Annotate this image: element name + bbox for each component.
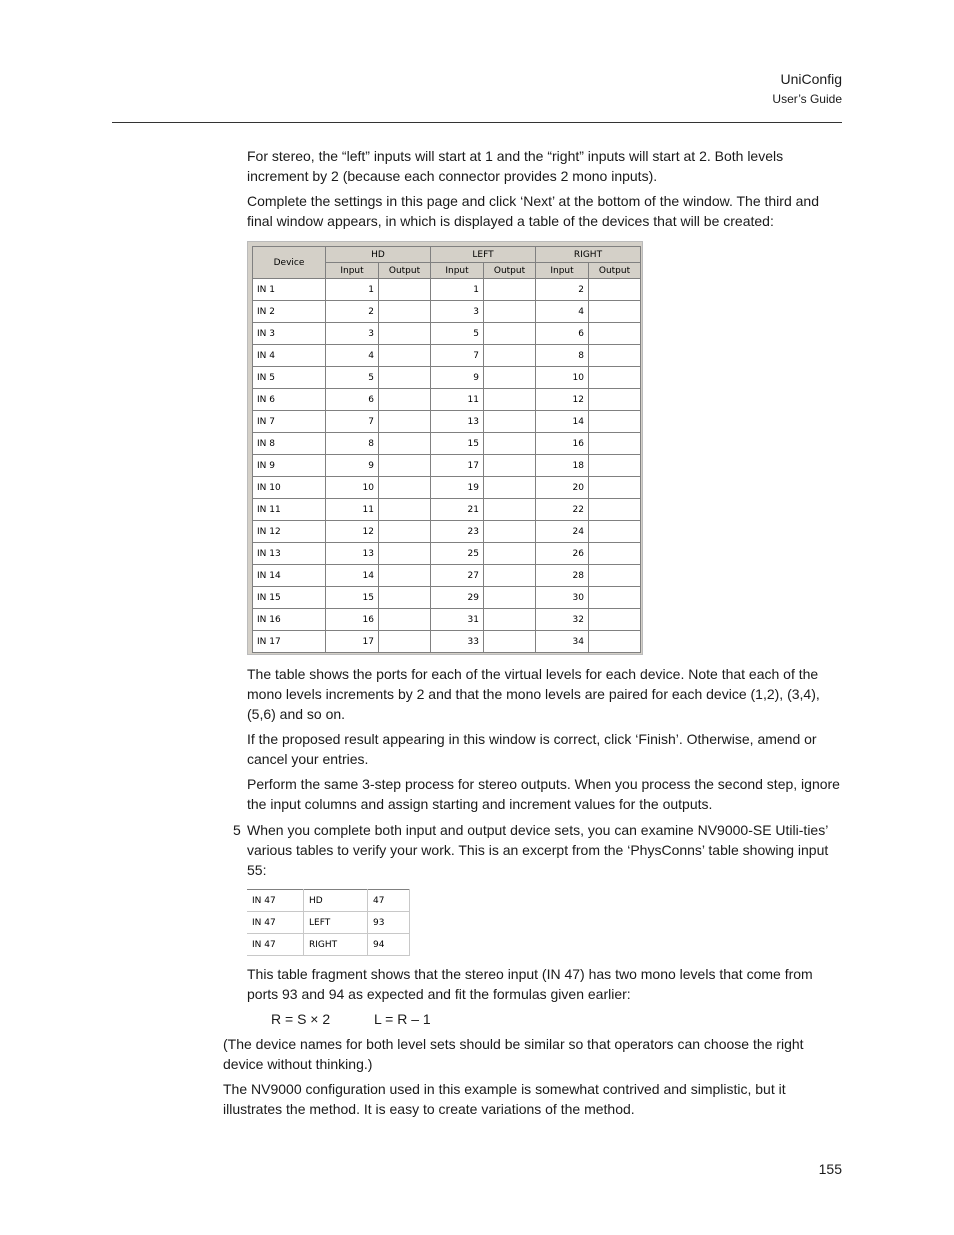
right-output-cell bbox=[589, 587, 641, 609]
left-input-cell: 27 bbox=[431, 565, 484, 587]
right-output-cell bbox=[589, 301, 641, 323]
right-input-cell: 30 bbox=[536, 587, 589, 609]
right-input-cell: 16 bbox=[536, 433, 589, 455]
left-input-cell: 29 bbox=[431, 587, 484, 609]
hd-input-cell: 15 bbox=[326, 587, 379, 609]
right-input-cell: 18 bbox=[536, 455, 589, 477]
level-header-right: RIGHT bbox=[536, 247, 641, 263]
left-output-cell bbox=[484, 609, 536, 631]
paragraph-stereo-outputs: Perform the same 3-step process for stereo outputs. When you process the second step, ignore the input columns and assign starting and increment values for the outputs. bbox=[247, 776, 840, 812]
right-output-cell bbox=[589, 455, 641, 477]
device-name-cell: IN 2 bbox=[253, 301, 326, 323]
right-input-cell: 10 bbox=[536, 367, 589, 389]
left-input-cell: 17 bbox=[431, 455, 484, 477]
right-output-cell bbox=[589, 521, 641, 543]
left-output-cell bbox=[484, 631, 536, 653]
paragraph-finish-instruction: If the proposed result appearing in this window is correct, click ‘Finish’. Otherwise, amend or cancel your entries. bbox=[247, 731, 817, 767]
left-input-cell: 9 bbox=[431, 367, 484, 389]
right-output-cell bbox=[589, 609, 641, 631]
device-name-cell: IN 4 bbox=[253, 345, 326, 367]
port-cell: 47 bbox=[368, 890, 410, 912]
hd-input-cell: 11 bbox=[326, 499, 379, 521]
left-output-cell bbox=[484, 587, 536, 609]
left-output-cell bbox=[484, 565, 536, 587]
hd-output-cell bbox=[379, 565, 431, 587]
left-input-cell: 7 bbox=[431, 345, 484, 367]
left-output-cell bbox=[484, 411, 536, 433]
running-header-title: UniConfig bbox=[780, 71, 842, 87]
right-input-cell: 14 bbox=[536, 411, 589, 433]
right-output-cell bbox=[589, 389, 641, 411]
hd-output-cell bbox=[379, 477, 431, 499]
paragraph-table-explanation: The table shows the ports for each of the virtual levels for each device. Note that each of the mono levels increments by 2 and that the mono levels are paired for each device (1,2), (3,4), (5,6) and so on. bbox=[247, 666, 820, 722]
right-output-cell bbox=[589, 433, 641, 455]
level-name-cell: RIGHT bbox=[304, 934, 368, 956]
left-input-cell: 1 bbox=[431, 279, 484, 301]
left-input-cell: 31 bbox=[431, 609, 484, 631]
right-input-cell: 2 bbox=[536, 279, 589, 301]
right-output-cell bbox=[589, 279, 641, 301]
subheader-left-input: Input bbox=[431, 263, 484, 279]
level-header-hd: HD bbox=[326, 247, 431, 263]
right-input-cell: 8 bbox=[536, 345, 589, 367]
device-table-row bbox=[253, 345, 641, 367]
device-name-cell: IN 16 bbox=[253, 609, 326, 631]
left-output-cell bbox=[484, 279, 536, 301]
device-table-row bbox=[253, 433, 641, 455]
step-number: 5 bbox=[233, 822, 241, 838]
device-table-screenshot bbox=[247, 241, 643, 655]
device-name-cell: IN 5 bbox=[253, 367, 326, 389]
hd-input-cell: 6 bbox=[326, 389, 379, 411]
left-output-cell bbox=[484, 389, 536, 411]
hd-input-cell: 13 bbox=[326, 543, 379, 565]
paragraph-step-5: When you complete both input and output device sets, you can examine NV9000-SE Utili-ties’ various tables to verify your work. This is an excerpt from the ‘PhysConns’ table showing input 55: bbox=[247, 822, 829, 878]
hd-output-cell bbox=[379, 521, 431, 543]
device-table-row bbox=[253, 389, 641, 411]
level-name-cell: HD bbox=[304, 890, 368, 912]
left-input-cell: 11 bbox=[431, 389, 484, 411]
right-output-cell bbox=[589, 565, 641, 587]
excerpt-row bbox=[247, 890, 410, 912]
device-name-cell: IN 12 bbox=[253, 521, 326, 543]
right-input-cell: 24 bbox=[536, 521, 589, 543]
right-input-cell: 4 bbox=[536, 301, 589, 323]
device-name-cell: IN 9 bbox=[253, 455, 326, 477]
running-header-subtitle: User’s Guide bbox=[772, 92, 842, 106]
formula-r: R = S × 2 bbox=[271, 1011, 331, 1027]
right-input-cell: 28 bbox=[536, 565, 589, 587]
header-divider bbox=[112, 122, 842, 123]
device-table-row bbox=[253, 521, 641, 543]
device-name-cell: IN 47 bbox=[247, 912, 304, 934]
device-table-row bbox=[253, 477, 641, 499]
right-output-cell bbox=[589, 367, 641, 389]
right-output-cell bbox=[589, 499, 641, 521]
port-cell: 94 bbox=[368, 934, 410, 956]
left-output-cell bbox=[484, 543, 536, 565]
paragraph-fragment-explanation: This table fragment shows that the stereo input (IN 47) has two mono levels that come from ports 93 and 94 as expected and fit the formulas given earlier: bbox=[247, 966, 813, 1002]
level-name-cell: LEFT bbox=[304, 912, 368, 934]
device-table-row bbox=[253, 631, 641, 653]
paragraph-device-names: (The device names for both level sets should be similar so that operators can choose the right device without thinking.) bbox=[223, 1036, 804, 1072]
subheader-left-output: Output bbox=[484, 263, 536, 279]
device-table-row bbox=[253, 565, 641, 587]
excerpt-row bbox=[247, 912, 410, 934]
right-input-cell: 12 bbox=[536, 389, 589, 411]
right-input-cell: 22 bbox=[536, 499, 589, 521]
left-output-cell bbox=[484, 323, 536, 345]
device-column-header: Device bbox=[253, 247, 326, 279]
formula-l: L = R – 1 bbox=[374, 1011, 431, 1027]
hd-output-cell bbox=[379, 631, 431, 653]
left-input-cell: 21 bbox=[431, 499, 484, 521]
device-table bbox=[252, 246, 641, 653]
device-name-cell: IN 7 bbox=[253, 411, 326, 433]
hd-output-cell bbox=[379, 433, 431, 455]
right-output-cell bbox=[589, 543, 641, 565]
device-name-cell: IN 8 bbox=[253, 433, 326, 455]
level-header-left: LEFT bbox=[431, 247, 536, 263]
hd-output-cell bbox=[379, 455, 431, 477]
device-name-cell: IN 3 bbox=[253, 323, 326, 345]
right-input-cell: 6 bbox=[536, 323, 589, 345]
page-number: 155 bbox=[818, 1161, 842, 1177]
left-input-cell: 19 bbox=[431, 477, 484, 499]
device-table-row bbox=[253, 411, 641, 433]
device-table-row bbox=[253, 279, 641, 301]
hd-output-cell bbox=[379, 499, 431, 521]
device-table-row bbox=[253, 367, 641, 389]
left-input-cell: 25 bbox=[431, 543, 484, 565]
right-output-cell bbox=[589, 323, 641, 345]
device-name-cell: IN 47 bbox=[247, 934, 304, 956]
hd-input-cell: 8 bbox=[326, 433, 379, 455]
hd-output-cell bbox=[379, 367, 431, 389]
device-name-cell: IN 11 bbox=[253, 499, 326, 521]
right-output-cell bbox=[589, 631, 641, 653]
device-name-cell: IN 15 bbox=[253, 587, 326, 609]
hd-input-cell: 2 bbox=[326, 301, 379, 323]
hd-input-cell: 16 bbox=[326, 609, 379, 631]
subheader-hd-input: Input bbox=[326, 263, 379, 279]
hd-input-cell: 10 bbox=[326, 477, 379, 499]
excerpt-row bbox=[247, 934, 410, 956]
hd-input-cell: 3 bbox=[326, 323, 379, 345]
hd-output-cell bbox=[379, 279, 431, 301]
device-table-row bbox=[253, 587, 641, 609]
left-input-cell: 5 bbox=[431, 323, 484, 345]
subheader-right-output: Output bbox=[589, 263, 641, 279]
physconns-excerpt-table bbox=[247, 889, 410, 956]
hd-input-cell: 17 bbox=[326, 631, 379, 653]
left-input-cell: 3 bbox=[431, 301, 484, 323]
device-table-row bbox=[253, 499, 641, 521]
left-input-cell: 23 bbox=[431, 521, 484, 543]
device-name-cell: IN 14 bbox=[253, 565, 326, 587]
right-output-cell bbox=[589, 345, 641, 367]
hd-input-cell: 5 bbox=[326, 367, 379, 389]
device-name-cell: IN 47 bbox=[247, 890, 304, 912]
left-output-cell bbox=[484, 477, 536, 499]
right-output-cell bbox=[589, 477, 641, 499]
right-input-cell: 32 bbox=[536, 609, 589, 631]
hd-output-cell bbox=[379, 345, 431, 367]
right-output-cell bbox=[589, 411, 641, 433]
paragraph-complete-settings: Complete the settings in this page and click ‘Next’ at the bottom of the window. The third and final window appears, in which is displayed a table of the devices that will be created: bbox=[247, 193, 819, 229]
left-output-cell bbox=[484, 345, 536, 367]
hd-input-cell: 14 bbox=[326, 565, 379, 587]
left-output-cell bbox=[484, 301, 536, 323]
paragraph-stereo-start: For stereo, the “left” inputs will start at 1 and the “right” inputs will start at 2. Both levels increment by 2 (because each connector provides 2 mono inputs). bbox=[247, 148, 784, 184]
left-output-cell bbox=[484, 499, 536, 521]
hd-input-cell: 12 bbox=[326, 521, 379, 543]
hd-output-cell bbox=[379, 587, 431, 609]
right-input-cell: 26 bbox=[536, 543, 589, 565]
hd-input-cell: 1 bbox=[326, 279, 379, 301]
hd-input-cell: 7 bbox=[326, 411, 379, 433]
hd-output-cell bbox=[379, 543, 431, 565]
right-input-cell: 34 bbox=[536, 631, 589, 653]
paragraph-conclusion: The NV9000 configuration used in this example is somewhat contrived and simplistic, but it illustrates the method. It is easy to create variations of the method. bbox=[223, 1081, 786, 1117]
hd-output-cell bbox=[379, 411, 431, 433]
hd-output-cell bbox=[379, 301, 431, 323]
device-name-cell: IN 17 bbox=[253, 631, 326, 653]
device-name-cell: IN 1 bbox=[253, 279, 326, 301]
left-input-cell: 15 bbox=[431, 433, 484, 455]
left-output-cell bbox=[484, 433, 536, 455]
device-table-row bbox=[253, 455, 641, 477]
device-table-row bbox=[253, 609, 641, 631]
device-name-cell: IN 10 bbox=[253, 477, 326, 499]
device-table-row bbox=[253, 323, 641, 345]
left-output-cell bbox=[484, 455, 536, 477]
left-input-cell: 13 bbox=[431, 411, 484, 433]
hd-output-cell bbox=[379, 609, 431, 631]
hd-output-cell bbox=[379, 389, 431, 411]
hd-input-cell: 9 bbox=[326, 455, 379, 477]
device-table-row bbox=[253, 543, 641, 565]
device-name-cell: IN 13 bbox=[253, 543, 326, 565]
hd-output-cell bbox=[379, 323, 431, 345]
hd-input-cell: 4 bbox=[326, 345, 379, 367]
right-input-cell: 20 bbox=[536, 477, 589, 499]
device-name-cell: IN 6 bbox=[253, 389, 326, 411]
left-input-cell: 33 bbox=[431, 631, 484, 653]
port-cell: 93 bbox=[368, 912, 410, 934]
left-output-cell bbox=[484, 521, 536, 543]
device-table-header-row bbox=[253, 247, 641, 263]
subheader-right-input: Input bbox=[536, 263, 589, 279]
left-output-cell bbox=[484, 367, 536, 389]
device-table-row bbox=[253, 301, 641, 323]
subheader-hd-output: Output bbox=[379, 263, 431, 279]
